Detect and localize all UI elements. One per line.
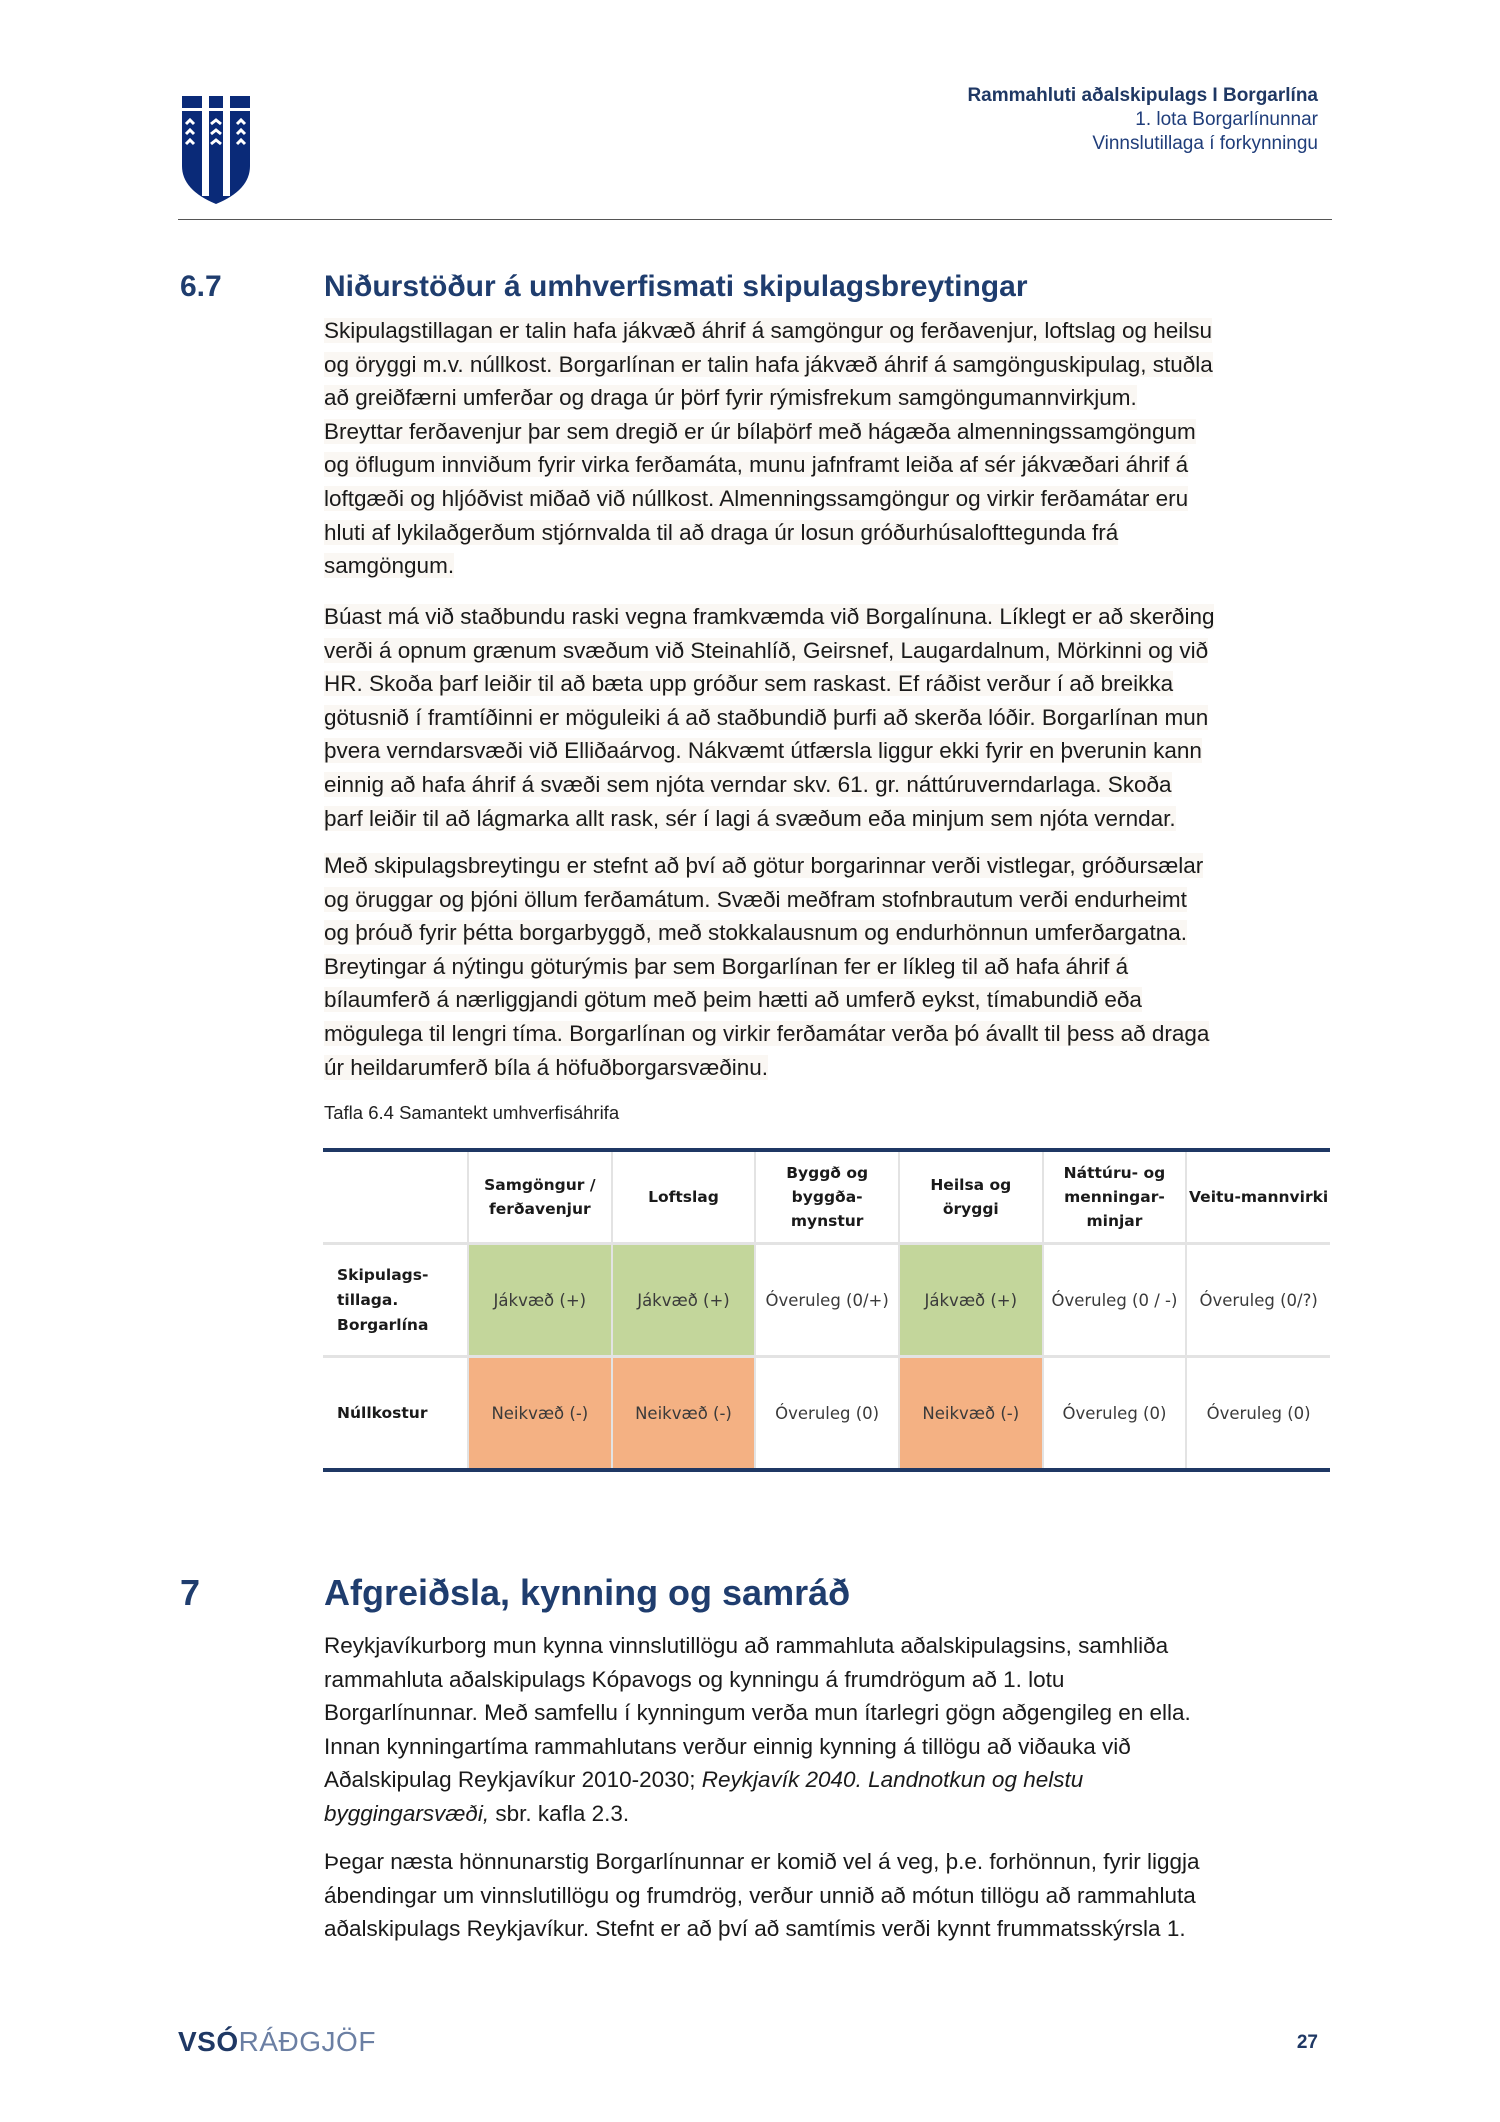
text-line: aðalskipulags Reykjavíkur. Stefnt er að því að samtímis verði kynnt frummatsskýrsla 1. [324,1916,1186,1942]
table-cell: Neikvæð (-) [899,1357,1043,1471]
chapter-number: 7 [180,1572,201,1613]
table-row [323,1357,1330,1471]
document-header [967,84,1318,156]
table-cell: Jákvæð (+) [468,1244,612,1357]
text-line: að greiðfærni umferðar og draga úr þörf fyrir rýmisfrekum samgöngumannvirkjum. [324,385,1137,411]
section-title: Niðurstöður á umhverfismati skipulagsbreytingar [324,270,1028,303]
logo-bold-text: VSÓ [178,2026,239,2057]
paragraph [324,600,1334,835]
text-line: Skipulagstillagan er talin hafa jákvæð áhrif á samgöngur og ferðavenjur, loftslag og heilsu [324,318,1213,343]
text-line: þvera verndarsvæði við Elliðaárvog. Nákvæmt útfærsla liggur ekki fyrir en þverunin kann [324,738,1202,764]
table-cell: Óveruleg (0) [1186,1357,1330,1471]
environmental-impact-table [323,1148,1330,1472]
text-line: hluti af lykilaðgerðum stjórnvalda til að draga úr losun gróðurhúsalofttegunda frá [324,519,1119,545]
header-title: Rammahluti aðalskipulags I Borgarlína [967,85,1318,106]
table-row [323,1244,1330,1357]
header-subtitle: Vinnslutillaga í forkynningu [1092,133,1318,154]
table-cell: Neikvæð (-) [468,1357,612,1471]
text-line: Með skipulagsbreytingu er stefnt að því að götur borgarinnar verði vistlegar, gróðursælar [324,853,1204,878]
text-line: og öflugum innviðum fyrir virka ferðamáta, munu jafnframt leiða af sér jákvæðari áhrif á [324,452,1189,478]
column-header: Veitu-mannvirki [1186,1150,1330,1244]
column-header: Samgöngur / ferðavenjur [468,1150,612,1244]
text-line: Innan kynningartíma rammahlutans verður einnig kynning á tillögu að viðauka við [324,1733,1131,1759]
chapter-title: Afgreiðsla, kynning og samráð [324,1572,851,1613]
text-line: mögulega til lengri tíma. Borgarlínan og virkir ferðamátar verða þó ávallt til þess að draga [324,1020,1210,1046]
logo-light-text: RÁÐGJÖF [238,2026,376,2057]
table-cell: Jákvæð (+) [612,1244,756,1357]
text-line: Breyttar ferðavenjur þar sem dregið er úr bílaþörf með hágæða almenningssamgöngum [324,418,1196,444]
column-header: Loftslag [612,1150,756,1244]
text-line: HR. Skoða þarf leiðir til að bæta upp gróður sem raskast. Ef ráðist verður í að breikka [324,671,1174,697]
row-header: Núllkostur [337,1403,428,1422]
header-divider [178,219,1332,220]
page-number: 27 [1296,2032,1318,2053]
text-line: verði á opnum grænum svæðum við Steinahlíð, Geirsnef, Laugardalnum, Mörkinni og við [324,637,1209,663]
paragraph [324,1845,1334,1946]
vso-radgjof-logo [178,2026,376,2058]
text-line: og þróuð fyrir þétta borgarbyggð, með stokkalausnum og endurhönnun umferðargatna. [324,920,1188,946]
italic-reference: Reykjavík 2040. Landnotkun og helstu [701,1767,1084,1793]
reykjavik-logo [180,94,252,206]
text-line: götusnið í framtíðinni er möguleiki á að staðbundið þurfi að skerða lóðir. Borgarlínan mun [324,704,1209,730]
text-line: loftgæði og hljóðvist miðað við núllkost. Almenningssamgöngur og virkir ferðamátar eru [324,485,1189,511]
text-line: þarf leiðir til að lágmarka allt rask, sér í lagi á svæðum eða minjum sem njóta verndar. [324,805,1176,831]
section-number: 6.7 [180,270,222,303]
paragraph [324,314,1334,583]
text-line: Borgarlínunnar. Með samfellu í kynningum verða mun ítarlegri gögn aðgengileg en ella. [324,1700,1191,1726]
table-cell: Neikvæð (-) [612,1357,756,1471]
text-line: Breytingar á nýtingu göturýmis þar sem Borgarlínan fer er líkleg til að hafa áhrif á [324,953,1129,979]
table-cell: Óveruleg (0/?) [1186,1244,1330,1357]
text-line: og öruggar og þjóni öllum ferðamátum. Svæði meðfram stofnbrautum verði endurheimt [324,886,1187,912]
row-header: Skipulags-tillaga. Borgarlína [323,1244,468,1357]
table-header-row [323,1150,1330,1244]
text-run: Aðalskipulag Reykjavíkur 2010-2030; [324,1767,702,1793]
table-cell: Óveruleg (0) [1043,1357,1187,1471]
table-cell: Óveruleg (0) [755,1357,899,1471]
column-header: Heilsa og öryggi [899,1150,1043,1244]
paragraph [324,849,1334,1084]
text-line: og öryggi m.v. núllkost. Borgarlínan er talin hafa jákvæð áhrif á samgönguskipulag, stuðla [324,351,1213,377]
text-line: úr heildarumferð bíla á höfuðborgarsvæðinu. [324,1054,769,1080]
text-line: rammahluta aðalskipulags Kópavogs og kynningu á frumdrögum að 1. lotu [324,1666,1065,1692]
text-run: sbr. kafla 2.3. [489,1800,630,1826]
coat-of-arms-icon [180,94,252,206]
column-header [323,1150,468,1244]
italic-reference: byggingarsvæði, [324,1800,490,1826]
table-cell: Óveruleg (0/+) [755,1244,899,1357]
text-line: bílaumferð á nærliggjandi götum með þeim hætti að umferð eykst, tímabundið eða [324,987,1142,1013]
text-line: einnig að hafa áhrif á svæði sem njóta verndar skv. 61. gr. náttúruverndarlaga. Skoða [324,771,1172,797]
text-line [324,1763,1334,1797]
text-line: samgöngum. [324,553,455,579]
table-caption: Tafla 6.4 Samantekt umhverfisáhrifa [324,1102,620,1123]
text-line: Þegar næsta hönnunarstig Borgarlínunnar er komið vel á veg, þ.e. forhönnun, fyrir liggja [324,1849,1200,1874]
column-header: Náttúru- og menningar-minjar [1043,1150,1187,1244]
table-cell: Óveruleg (0 / -) [1043,1244,1187,1357]
paragraph [324,1629,1334,1831]
text-line [324,1797,1334,1831]
column-header: Byggð og byggða-mynstur [755,1150,899,1244]
text-line: ábendingar um vinnslutillögu og frumdrög, verður unnið að mótun tillögu að rammahluta [324,1882,1196,1908]
text-line: Búast má við staðbundu raski vegna framkvæmda við Borgalínuna. Líklegt er að skerðing [324,604,1215,629]
table-cell: Jákvæð (+) [899,1244,1043,1357]
text-line: Reykjavíkurborg mun kynna vinnslutillögu að rammahluta aðalskipulagsins, samhliða [324,1633,1169,1658]
header-subtitle: 1. lota Borgarlínunnar [1135,109,1318,130]
